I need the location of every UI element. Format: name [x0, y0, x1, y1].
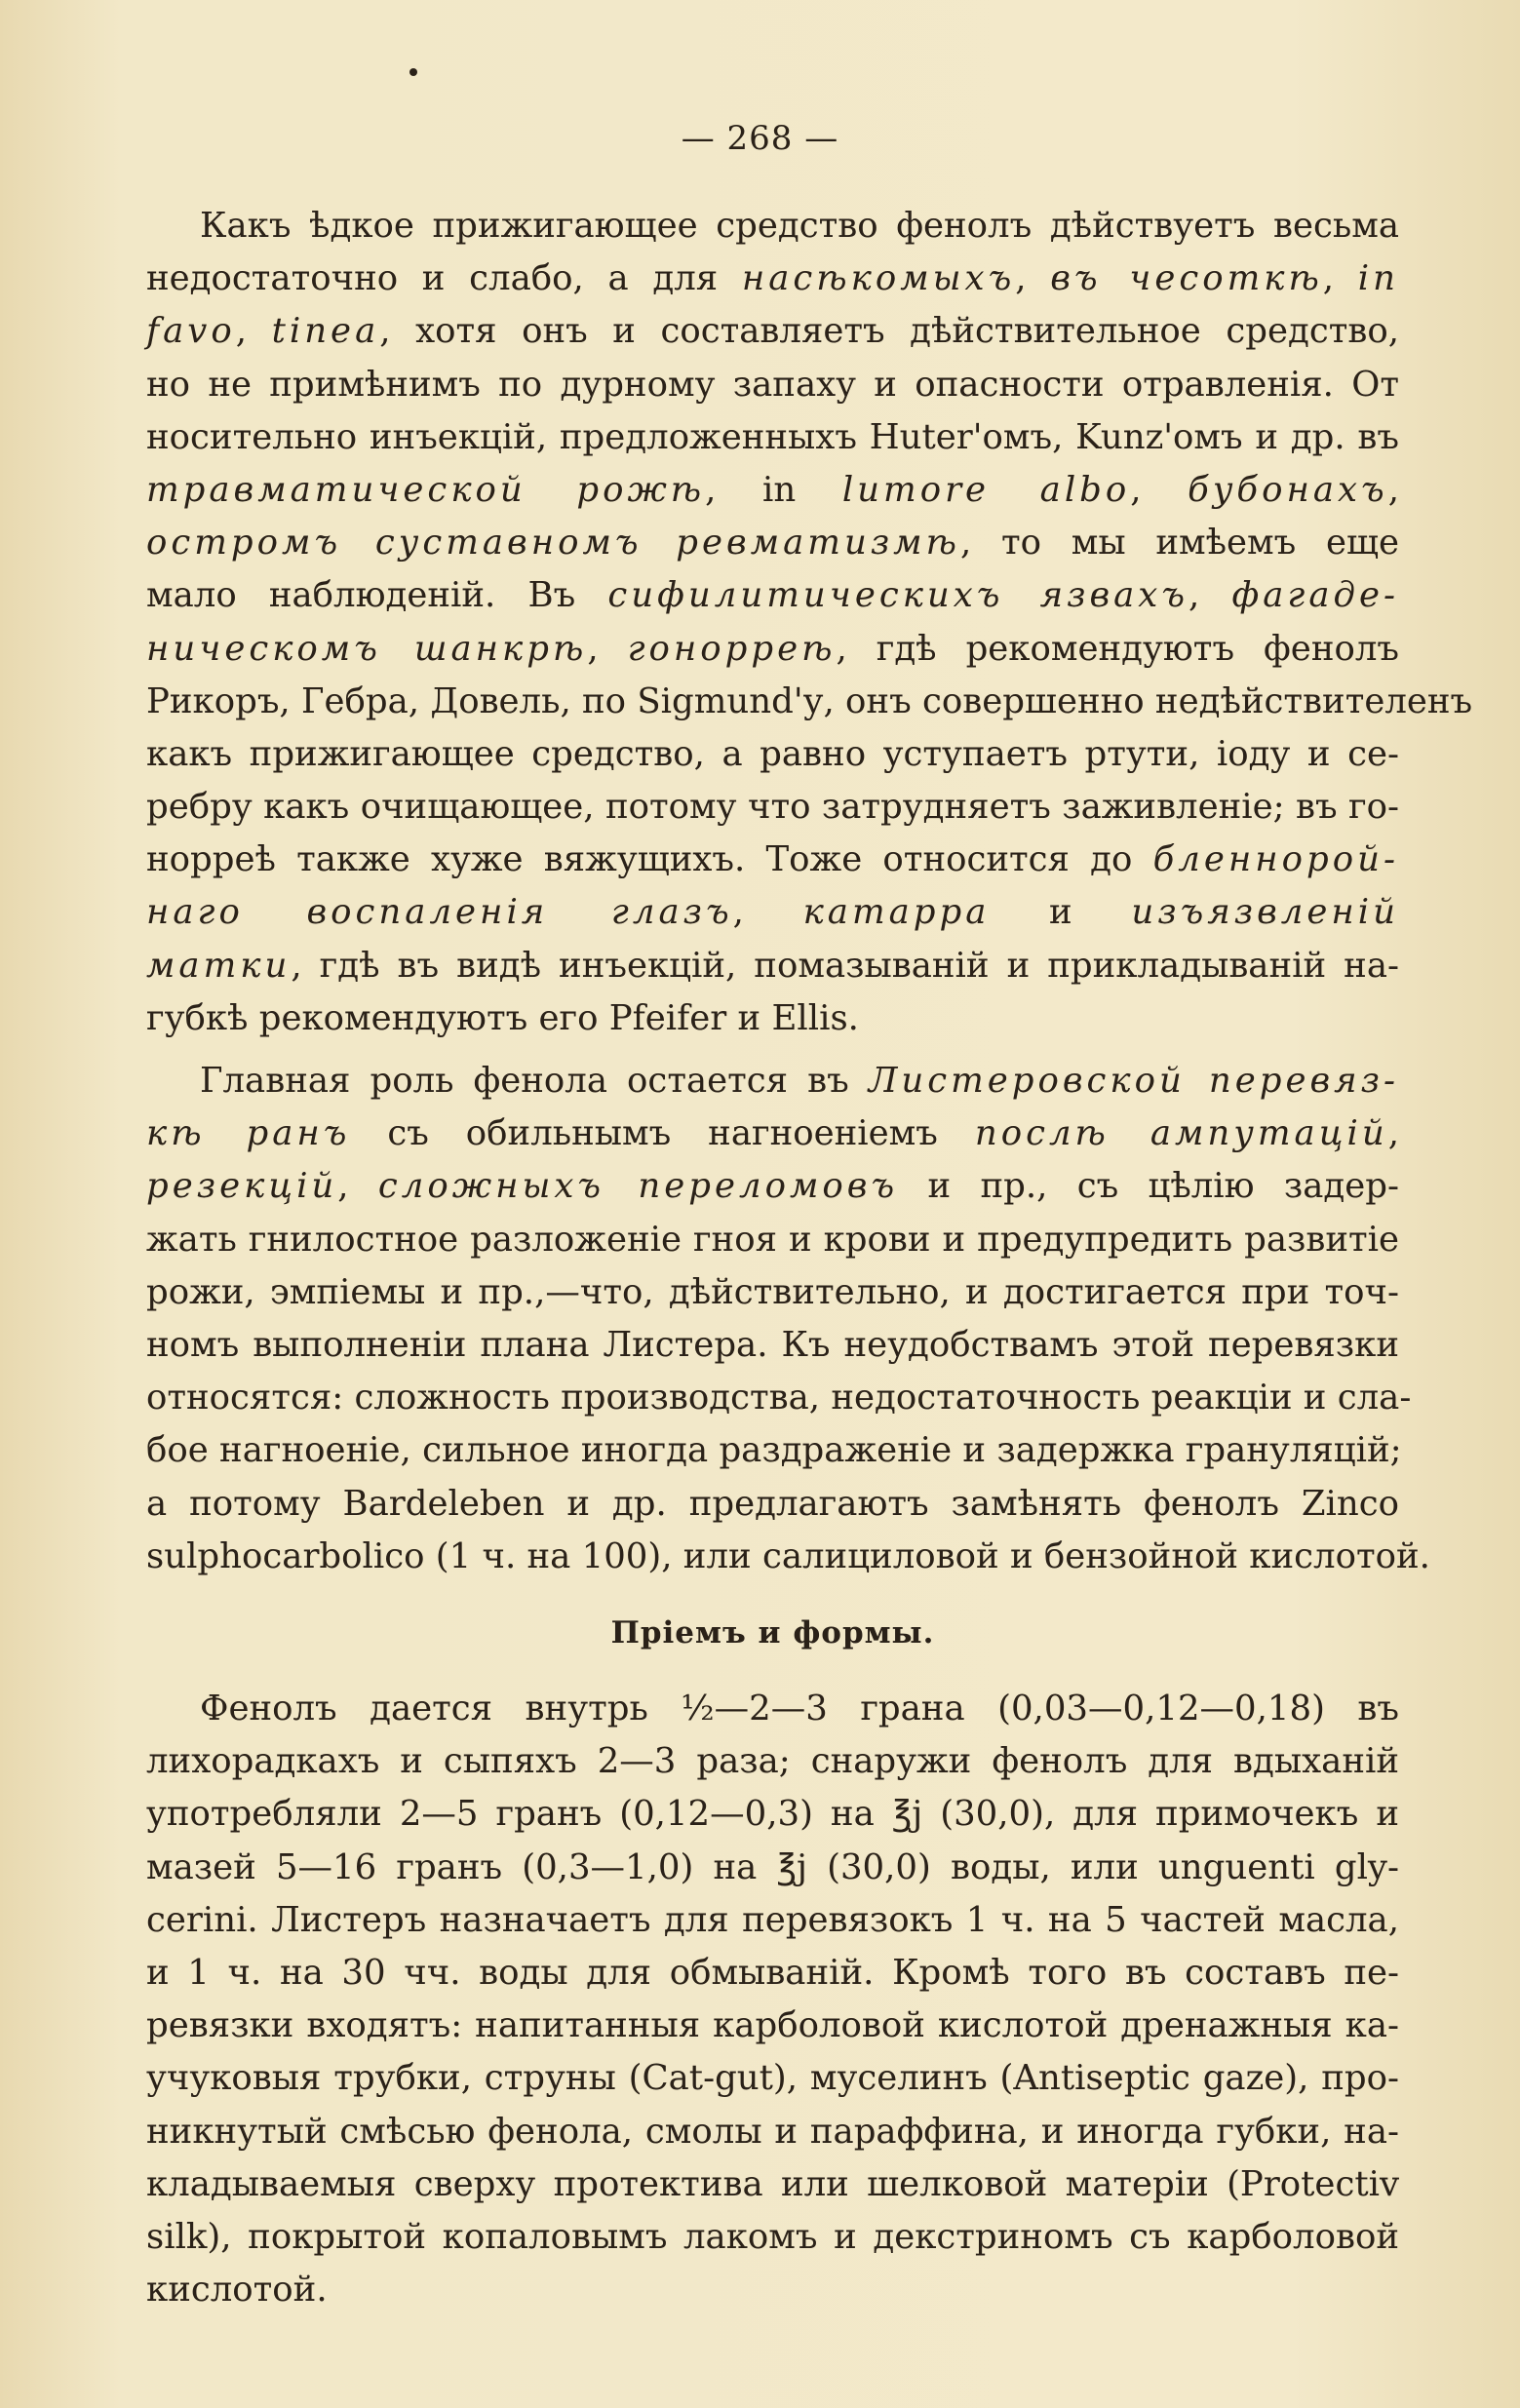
text-line	[146, 1683, 1399, 1735]
italic-term: favo	[146, 311, 236, 352]
text-run: Рикоръ, Гебра, Довель, по Sigmund'у, онъ совершенно недѣйствителенъ	[146, 680, 1473, 721]
text-line	[146, 411, 1399, 464]
paragraph-1	[146, 200, 1473, 1045]
text-line	[146, 886, 1399, 939]
text-line	[146, 2158, 1399, 2211]
italic-term: ническомъ шанкрѣ	[146, 628, 588, 669]
text-run: норреѣ также хуже вяжущихъ. Тоже относится до	[146, 839, 1153, 880]
text-line	[146, 2000, 1399, 2052]
text-run: silk), покрытой копаловымъ лакомъ и декстриномъ съ карболовой	[146, 2216, 1399, 2257]
text-run: номъ выполненіи плана Листера. Къ неудобствамъ этой перевязки	[146, 1324, 1399, 1365]
text-run: ,	[587, 628, 628, 669]
text-run: но не примѣнимъ по дурному запаху и опасности отравленія. От	[146, 364, 1399, 405]
text-line	[146, 200, 1399, 252]
text-run: ,	[1188, 575, 1232, 616]
text-run: ,	[732, 892, 803, 933]
text-run: ,	[235, 311, 272, 352]
text-line	[146, 1842, 1399, 1894]
text-line	[146, 676, 1473, 728]
text-line	[146, 834, 1399, 886]
text-run: , гдѣ въ видѣ инъекцій, помазываній и прикладываній на-	[291, 945, 1399, 986]
italic-term: послѣ ампутацій	[974, 1113, 1388, 1154]
text-run: а потому Bardeleben и др. предлагаютъ замѣнять фенолъ Zinco	[146, 1483, 1399, 1524]
text-run: какъ прижигающее средство, а равно уступаетъ ртути, іоду и се-	[146, 733, 1399, 774]
text-line	[146, 1055, 1399, 1107]
text-line	[146, 1266, 1399, 1319]
text-run: , то мы имѣемъ еще	[959, 523, 1399, 563]
text-line	[146, 781, 1399, 834]
text-run: мазей 5—16 гранъ (0,3—1,0) на ℥j (30,0) воды, или unguenti gly-	[146, 1846, 1399, 1887]
text-line	[146, 940, 1399, 992]
text-run: Главная роль фенола остается въ	[200, 1061, 869, 1101]
text-run: лихорадкахъ и сыпяхъ 2—3 раза; снаружи фенолъ для вдыханій	[146, 1741, 1399, 1782]
text-run: ребру какъ очищающее, потому что затрудняетъ заживленіе; въ го-	[146, 787, 1399, 828]
italic-term: катарра	[802, 892, 991, 933]
text-line	[146, 2052, 1399, 2105]
paragraph-3	[146, 1683, 1399, 2316]
text-line	[146, 569, 1399, 622]
text-run: мало наблюденій. Въ	[146, 575, 608, 616]
text-run: относятся: сложность производства, недостаточность реакціи и сла-	[146, 1378, 1412, 1418]
text-run: ,	[1015, 258, 1051, 299]
italic-term: матки	[146, 945, 292, 986]
paragraph-gap	[146, 1045, 1399, 1055]
text-run: , хотя онъ и составляетъ дѣйствительное средство,	[379, 311, 1399, 352]
italic-term: tinea	[271, 311, 380, 352]
text-run: губкѣ рекомендуютъ его Pfeifer и Ellis.	[146, 997, 859, 1038]
text-run: ,	[1322, 258, 1358, 299]
text-line	[146, 1947, 1399, 2000]
ink-dot	[409, 68, 417, 76]
text-line	[146, 992, 1399, 1045]
text-line	[146, 728, 1399, 781]
text-run: съ обильнымъ нагноеніемъ	[350, 1113, 975, 1154]
body-text	[146, 200, 1473, 2316]
text-line	[146, 1319, 1399, 1372]
text-run: кладываемыя сверху протектива или шелковой матеріи (Protectiv	[146, 2163, 1399, 2204]
text-line	[146, 1894, 1399, 1947]
text-run: ,	[1387, 469, 1399, 510]
text-run: ,	[337, 1166, 378, 1207]
text-line	[146, 1160, 1399, 1213]
italic-term: lumore albo	[841, 469, 1131, 510]
text-line	[146, 2211, 1399, 2264]
text-line	[146, 517, 1399, 569]
text-line	[146, 305, 1399, 358]
italic-term: остромъ суставномъ ревматизмѣ	[146, 523, 960, 563]
text-run: учуковыя трубки, струны (Cat-gut), муселинъ (Antiseptic gaze), про-	[146, 2058, 1399, 2099]
text-run: недостаточно и слабо, а для	[146, 258, 742, 299]
italic-term: бленнорой-	[1152, 839, 1399, 880]
text-run: и	[990, 892, 1132, 933]
text-run: жать гнилостное разложеніе гноя и крови и предупредить развитіе	[146, 1219, 1399, 1260]
text-line	[146, 2106, 1399, 2158]
text-run: , in	[705, 469, 842, 510]
text-line	[146, 1424, 1402, 1477]
page-number: — 268 —	[681, 119, 839, 158]
text-line	[146, 1788, 1399, 1841]
text-line	[146, 1735, 1399, 1788]
text-run: ревязки входятъ: напитанныя карболовой кислотой дренажныя ка-	[146, 2005, 1399, 2046]
text-run: ,	[1130, 469, 1189, 510]
italic-term: фагаде-	[1231, 575, 1399, 616]
italic-term: бубонахъ	[1188, 469, 1388, 510]
italic-term: сифилитическихъ язвахъ	[607, 575, 1189, 616]
text-run: , гдѣ рекомендуютъ фенолъ	[836, 628, 1399, 669]
text-run: употребляли 2—5 гранъ (0,12—0,3) на ℥j (30,0), для примочекъ и	[146, 1794, 1399, 1835]
text-run: рожи, эмпіемы и пр.,—что, дѣйствительно, и достигается при точ-	[146, 1271, 1399, 1312]
text-run: ,	[1387, 1113, 1399, 1154]
italic-term: наго воспаленія глазъ	[146, 892, 733, 933]
text-run: Фенолъ дается внутрь ½—2—3 грана (0,03—0,12—0,18) въ	[200, 1689, 1399, 1729]
italic-term: резекцій	[146, 1166, 338, 1207]
text-run: sulphocarbolico (1 ч. на 100), или салициловой и бензойной кислотой.	[146, 1535, 1430, 1576]
text-run: и пр., съ цѣлію задер-	[898, 1166, 1399, 1207]
italic-term: насѣкомыхъ	[741, 258, 1016, 299]
italic-term: сложныхъ переломовъ	[377, 1166, 899, 1207]
italic-term: Листеровской перевяз-	[868, 1061, 1399, 1101]
text-line	[146, 2264, 1399, 2316]
text-run: бое нагноеніе, сильное иногда раздраженіе и задержка грануляцій;	[146, 1430, 1402, 1471]
italic-term: изъязвленій	[1131, 892, 1399, 933]
text-run: Какъ ѣдкое прижигающее средство фенолъ дѣйствуетъ весьма	[200, 206, 1399, 246]
text-run: cerini. Листеръ назначаетъ для перевязокъ 1 ч. на 5 частей масла,	[146, 1899, 1399, 1940]
text-run: и 1 ч. на 30 чч. воды для обмываній. Кромѣ того въ составъ пе-	[146, 1953, 1399, 1993]
text-line	[146, 1214, 1399, 1266]
text-run: никнутый смѣсью фенола, смолы и параффина, и иногда губки, на-	[146, 2111, 1399, 2152]
text-line	[146, 623, 1399, 676]
italic-term: гонорреѣ	[627, 628, 837, 669]
italic-term: in	[1357, 258, 1400, 299]
text-line	[146, 1372, 1412, 1424]
section-heading: Пріемъ и формы.	[610, 1614, 935, 1651]
text-run: носительно инъекцій, предложенныхъ Huter'омъ, Kunz'омъ и др. въ	[146, 416, 1399, 457]
paragraph-2	[146, 1055, 1430, 1583]
text-run: кислотой.	[146, 2270, 328, 2311]
italic-term: кѣ ранъ	[146, 1113, 351, 1154]
italic-term: травматической рожѣ	[146, 469, 706, 510]
text-line	[146, 1531, 1430, 1583]
text-line	[146, 1107, 1399, 1160]
text-line	[146, 359, 1399, 411]
text-line	[146, 252, 1399, 305]
italic-term: въ чесоткѣ	[1050, 258, 1323, 299]
text-line	[146, 464, 1399, 517]
text-line	[146, 1478, 1399, 1531]
